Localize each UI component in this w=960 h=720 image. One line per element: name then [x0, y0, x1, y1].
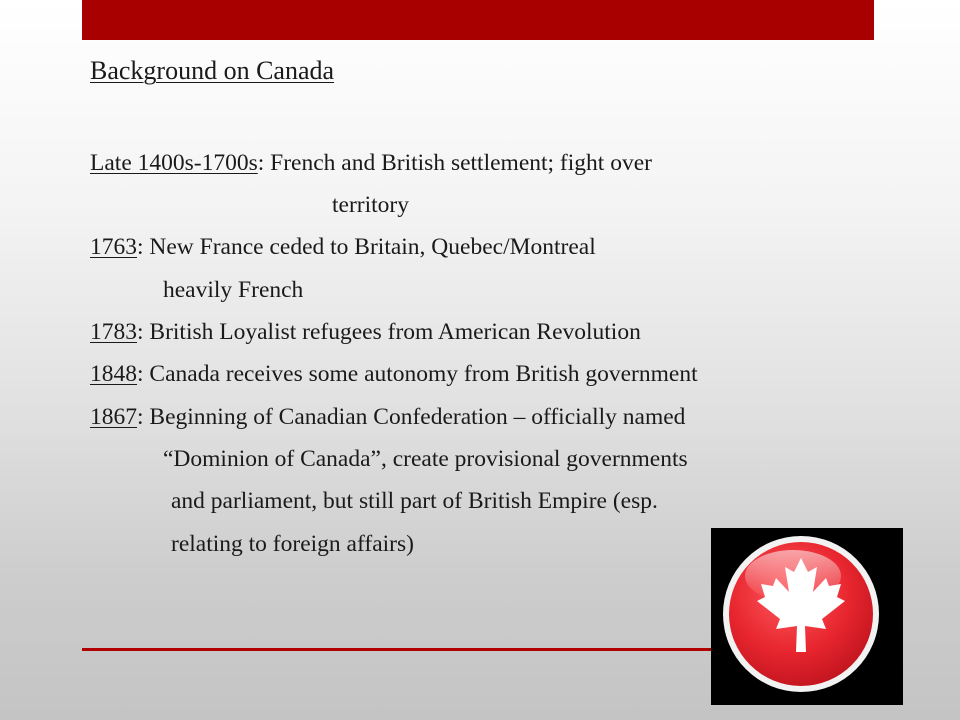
- entry-continuation: territory: [332, 192, 409, 218]
- entry-date: 1763: [90, 234, 137, 260]
- entry-text: New France ceded to Britain, Quebec/Montreal: [149, 234, 596, 260]
- slide-title: Background on Canada: [90, 56, 335, 85]
- entry-separator: :: [257, 150, 271, 176]
- entry-date: 1783: [90, 319, 137, 345]
- entry-separator: :: [137, 404, 150, 430]
- entry-continuation: “Dominion of Canada”, create provisional governments: [163, 446, 688, 472]
- entry-text: Canada receives some autonomy from British government: [149, 361, 698, 387]
- entry-separator: :: [137, 319, 150, 345]
- timeline-entry-1763: [90, 232, 596, 262]
- canada-flag-button-icon: [711, 528, 903, 705]
- timeline-entry-1867: [90, 402, 685, 432]
- timeline-entry-1848: [90, 359, 698, 389]
- entry-continuation: relating to foreign affairs): [171, 531, 414, 557]
- entry-continuation: heavily French: [163, 277, 304, 303]
- bottom-divider: [82, 648, 712, 651]
- entry-text: French and British settlement; fight over: [270, 150, 652, 176]
- timeline-entry-1783: [90, 317, 641, 347]
- entry-separator: :: [137, 361, 150, 387]
- timeline-entry-late-1400s: [90, 148, 652, 178]
- entry-text: Beginning of Canadian Confederation – officially named: [149, 404, 686, 430]
- entry-date: 1867: [90, 404, 137, 430]
- entry-separator: :: [137, 234, 150, 260]
- entry-continuation: and parliament, but still part of British Empire (esp.: [171, 488, 658, 514]
- entry-text: British Loyalist refugees from American Revolution: [149, 319, 641, 345]
- entry-date: 1848: [90, 361, 137, 387]
- top-accent-bar: [82, 0, 874, 40]
- entry-date: Late 1400s-1700s: [90, 150, 258, 176]
